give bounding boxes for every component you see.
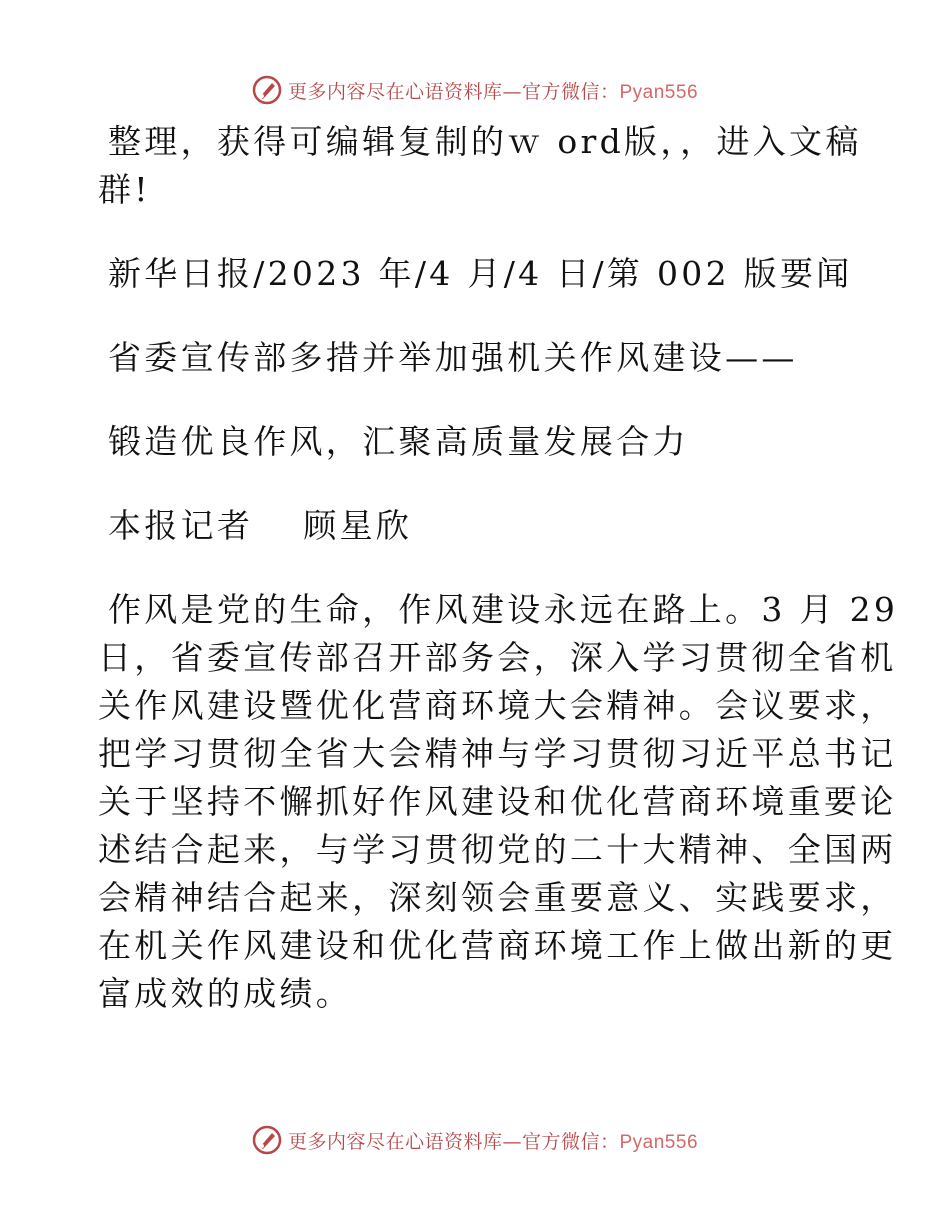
body-line: 把学习贯彻全省大会精神与学习贯彻习近平总书记 bbox=[98, 734, 897, 773]
header-watermark bbox=[0, 70, 950, 110]
wechat-id: Pyan556 bbox=[619, 81, 699, 103]
footer-watermark bbox=[0, 1120, 950, 1160]
intro-line-1: 整理，获得可编辑复制的ｗ ord版，，进入文稿 bbox=[108, 122, 862, 161]
body-line: 关于坚持不懈抓好作风建设和优化营商环境重要论 bbox=[98, 782, 897, 821]
watermark-text: 更多内容尽在心语资料库—官方微信：Pyan556 bbox=[287, 80, 699, 103]
byline: 本报记者 顾星欣 bbox=[108, 506, 413, 545]
wechat-id: Pyan556 bbox=[619, 1131, 699, 1153]
body-line: 日，省委宣传部召开部务会，深入学习贯彻全省机 bbox=[98, 638, 897, 677]
body-line: 会精神结合起来，深刻领会重要意义、实践要求， bbox=[98, 878, 897, 917]
watermark-text: 更多内容尽在心语资料库—官方微信：Pyan556 bbox=[287, 1130, 699, 1153]
intro-line-2: 群! bbox=[98, 170, 151, 209]
subheadline: 锻造优良作风，汇聚高质量发展合力 bbox=[108, 422, 689, 461]
pen-nib-logo-icon bbox=[252, 1125, 282, 1155]
body-line: 关作风建设暨优化营商环境大会精神。会议要求， bbox=[98, 686, 897, 725]
pen-nib-logo-icon bbox=[252, 75, 282, 105]
body-line: 作风是党的生命，作风建设永远在路上。3 月 29 bbox=[108, 590, 899, 629]
document-body bbox=[98, 118, 899, 1018]
body-line: 富成效的成绩。 bbox=[98, 974, 353, 1013]
headline: 省委宣传部多措并举加强机关作风建设—— bbox=[108, 338, 798, 377]
body-line: 述结合起来，与学习贯彻党的二十大精神、全国两 bbox=[98, 830, 897, 869]
source-line: 新华日报/2023 年/4 月/4 日/第 002 版要闻 bbox=[108, 254, 853, 293]
body-line: 在机关作风建设和优化营商环境工作上做出新的更 bbox=[98, 926, 897, 965]
